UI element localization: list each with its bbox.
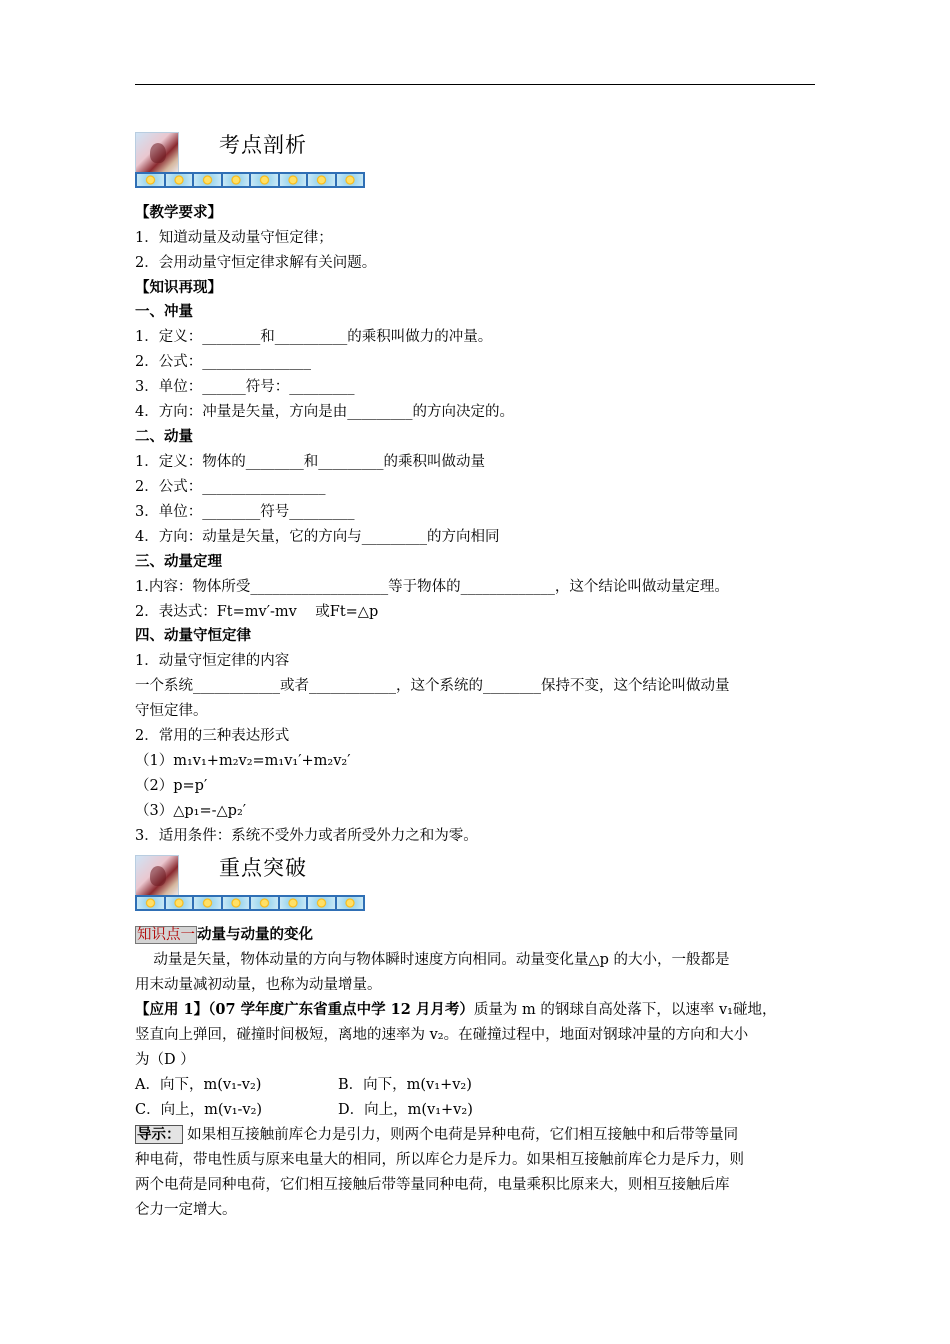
section-header-analysis — [135, 132, 375, 212]
option-a: A．向下，m(v₁-v₂) — [135, 1077, 262, 1093]
conservation-conditions: 3．适用条件：系统不受外力或者所受外力之和为零。 — [135, 828, 478, 844]
application-tag: 【应用 1】 — [135, 1001, 209, 1018]
knowledge-heading: 【知识再现】 — [135, 279, 222, 296]
section-banner-image — [135, 132, 179, 176]
requirement-2: 2．会用动量守恒定律求解有关问题。 — [135, 255, 377, 271]
impulse-direction: 4．方向：冲量是矢量，方向是由_________的方向决定的。 — [135, 404, 514, 420]
option-d: D．向上，m(v₁+v₂) — [338, 1102, 473, 1118]
momentum-direction: 4．方向：动量是矢量，它的方向与_________的方向相同 — [135, 529, 500, 545]
guide-tag: 导示： — [137, 1126, 181, 1143]
application-question-line1: 质量为 m 的钢球自高处落下，以速率 v₁碰地， — [473, 1002, 777, 1018]
guide-line1 — [135, 1125, 738, 1145]
requirements-heading: 【教学要求】 — [135, 204, 222, 221]
theorem-expression: 2．表达式：Ft=mv′-mv 或Ft=△p — [135, 604, 379, 620]
impulse-heading: 一、冲量 — [135, 303, 193, 320]
section-title: 重点突破 — [219, 856, 307, 880]
momentum-formula: 2．公式：_________________ — [135, 479, 326, 495]
guide-line3: 两个电荷是同种电荷，它们相互接触后带等量同种电荷，电量乘积比原来大，则相互接触后库 — [135, 1177, 730, 1193]
requirement-1: 1．知道动量及动量守恒定律； — [135, 230, 333, 246]
knowledge-point-1 — [135, 925, 313, 945]
knowledge-point-tag: 知识点一 — [137, 927, 195, 943]
section-banner-image — [135, 855, 179, 899]
point1-paragraph-line2: 用末动量减初动量，也称为动量增量。 — [135, 977, 382, 993]
conservation-content: 一个系统____________或者____________，这个系统的________保持不变，这个结论叫做动量 — [135, 678, 730, 694]
knowledge-point-title: 动量与动量的变化 — [197, 926, 313, 943]
guide-text-line1: 如果相互接触前库仑力是引力，则两个电荷是异种电荷，它们相互接触中和后带等量同 — [182, 1127, 739, 1143]
theorem-heading: 三、动量定理 — [135, 553, 222, 570]
conservation-form-1: （1）m₁v₁+m₂v₂=m₁v₁′+m₂v₂′ — [135, 753, 351, 769]
application-1-question — [135, 1000, 776, 1020]
application-question-line3: 为（D ） — [135, 1052, 195, 1068]
point1-paragraph-line1: 动量是矢量，物体动量的方向与物体瞬时速度方向相同。动量变化量△p 的大小，一般都是 — [135, 952, 730, 968]
application-question-line2: 竖直向上弹回，碰撞时间极短，离地的速率为 v₂。在碰撞过程中，地面对钢球冲量的方向和大小 — [135, 1027, 749, 1043]
guide-line2: 种电荷，带电性质与原来电量大的相同，所以库仑力是斥力。如果相互接触前库仑力是斥力，则 — [135, 1152, 744, 1168]
section-header-breakthrough — [135, 855, 375, 935]
section-title: 考点剖析 — [219, 133, 307, 157]
theorem-content: 1.内容：物体所受___________________等于物体的_____________，这个结论叫做动量定理。 — [135, 579, 729, 595]
impulse-definition: 1．定义：________和__________的乘积叫做力的冲量。 — [135, 329, 493, 345]
momentum-heading: 二、动量 — [135, 428, 193, 445]
guide-line4: 仑力一定增大。 — [135, 1202, 237, 1218]
option-c: C．向上，m(v₁-v₂) — [135, 1102, 263, 1118]
conservation-heading: 四、动量守恒定律 — [135, 627, 251, 644]
conservation-forms-title: 2．常用的三种表达形式 — [135, 728, 290, 744]
conservation-form-3: （3）△p₁=-△p₂′ — [135, 803, 247, 819]
conservation-content-cont: 守恒定律。 — [135, 703, 208, 719]
header-rule — [135, 84, 815, 85]
decorative-strip — [135, 895, 365, 911]
conservation-content-title: 1．动量守恒定律的内容 — [135, 653, 290, 669]
momentum-definition: 1．定义：物体的________和_________的乘积叫做动量 — [135, 454, 485, 470]
impulse-unit: 3．单位：______符号：_________ — [135, 379, 355, 395]
impulse-formula: 2．公式：_______________ — [135, 354, 311, 370]
option-b: B．向下，m(v₁+v₂) — [338, 1077, 472, 1093]
decorative-strip — [135, 172, 365, 188]
application-source: （07 学年度广东省重点中学 12 月月考） — [208, 1001, 474, 1018]
conservation-form-2: （2）p=p′ — [135, 778, 208, 794]
momentum-unit: 3．单位：________符号_________ — [135, 504, 355, 520]
